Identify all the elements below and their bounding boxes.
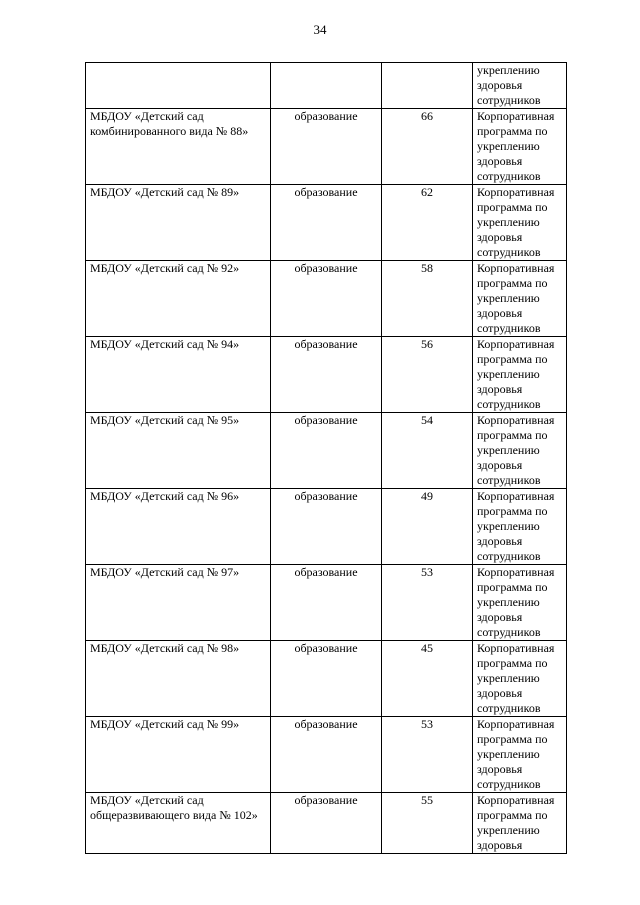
program-line: укреплению (477, 595, 540, 609)
program-line: здоровья (477, 78, 523, 92)
sector: образование (271, 337, 382, 413)
sector: образование (271, 413, 382, 489)
program-line: программа по (477, 276, 548, 290)
program-line: сотрудников (477, 701, 541, 715)
employee-count: 55 (382, 793, 473, 854)
table-row (86, 337, 567, 413)
program-line: сотрудников (477, 549, 541, 563)
program-line: здоровья (477, 458, 523, 472)
table-row (86, 413, 567, 489)
program-cell (473, 717, 567, 793)
program-line: укреплению (477, 823, 540, 837)
page-number: 34 (313, 22, 327, 37)
program-line: укреплению (477, 747, 540, 761)
employee-count: 45 (382, 641, 473, 717)
programs-table (85, 62, 567, 854)
sector: образование (271, 109, 382, 185)
program-line: Корпоративная (477, 717, 555, 731)
program-cell (473, 63, 567, 109)
program-cell (473, 337, 567, 413)
employee-count: 54 (382, 413, 473, 489)
program-line: программа по (477, 732, 548, 746)
program-line: здоровья (477, 154, 523, 168)
program-line: здоровья (477, 230, 523, 244)
table-row (86, 109, 567, 185)
table-row (86, 63, 567, 109)
sector: образование (271, 565, 382, 641)
program-cell (473, 109, 567, 185)
program-cell (473, 565, 567, 641)
employee-count: 66 (382, 109, 473, 185)
sector: образование (271, 185, 382, 261)
program-cell (473, 489, 567, 565)
program-line: здоровья (477, 306, 523, 320)
program-line: программа по (477, 580, 548, 594)
program-line: здоровья (477, 610, 523, 624)
employee-count: 62 (382, 185, 473, 261)
organization-name: МБДОУ «Детский сад № 98» (86, 641, 271, 717)
program-line: укреплению (477, 519, 540, 533)
table-row (86, 717, 567, 793)
table-row (86, 185, 567, 261)
table-row (86, 261, 567, 337)
program-line: здоровья (477, 382, 523, 396)
program-cell (473, 261, 567, 337)
program-line: здоровья (477, 762, 523, 776)
program-line: Корпоративная (477, 109, 555, 123)
program-line: программа по (477, 656, 548, 670)
table-row (86, 793, 567, 854)
sector: образование (271, 793, 382, 854)
program-line: укреплению (477, 63, 540, 77)
program-line: Корпоративная (477, 337, 555, 351)
employee-count: 49 (382, 489, 473, 565)
program-line: сотрудников (477, 245, 541, 259)
organization-name: МБДОУ «Детский сад комбинированного вида № 88» (86, 109, 271, 185)
organization-name: МБДОУ «Детский сад № 99» (86, 717, 271, 793)
program-line: Корпоративная (477, 565, 555, 579)
program-line: здоровья (477, 534, 523, 548)
program-line: сотрудников (477, 321, 541, 335)
organization-name: МБДОУ «Детский сад № 89» (86, 185, 271, 261)
program-line: программа по (477, 352, 548, 366)
organization-cell (86, 63, 271, 109)
program-line: Корпоративная (477, 261, 555, 275)
program-line: укреплению (477, 671, 540, 685)
program-line: программа по (477, 428, 548, 442)
program-line: сотрудников (477, 777, 541, 791)
program-line: программа по (477, 124, 548, 138)
table-row (86, 565, 567, 641)
program-line: программа по (477, 808, 548, 822)
organization-name: МБДОУ «Детский сад № 92» (86, 261, 271, 337)
program-line: укреплению (477, 139, 540, 153)
organization-name: МБДОУ «Детский сад № 95» (86, 413, 271, 489)
program-line: Корпоративная (477, 413, 555, 427)
sector: образование (271, 261, 382, 337)
program-line: Корпоративная (477, 489, 555, 503)
program-line: укреплению (477, 215, 540, 229)
program-line: укреплению (477, 367, 540, 381)
program-line: сотрудников (477, 397, 541, 411)
table-row (86, 641, 567, 717)
sector: образование (271, 641, 382, 717)
program-cell (473, 641, 567, 717)
sector: образование (271, 489, 382, 565)
program-line: программа по (477, 504, 548, 518)
program-line: Корпоративная (477, 641, 555, 655)
sector-cell (271, 63, 382, 109)
sector: образование (271, 717, 382, 793)
organization-name: МБДОУ «Детский сад № 94» (86, 337, 271, 413)
employee-count: 58 (382, 261, 473, 337)
program-cell (473, 413, 567, 489)
program-line: сотрудников (477, 473, 541, 487)
organization-name: МБДОУ «Детский сад общеразвивающего вида № 102» (86, 793, 271, 854)
program-line: укреплению (477, 443, 540, 457)
program-line: сотрудников (477, 625, 541, 639)
program-line: сотрудников (477, 169, 541, 183)
program-line: укреплению (477, 291, 540, 305)
employee-count: 53 (382, 717, 473, 793)
program-line: сотрудников (477, 93, 541, 107)
program-line: Корпоративная (477, 185, 555, 199)
program-line: Корпоративная (477, 793, 555, 807)
organization-name: МБДОУ «Детский сад № 96» (86, 489, 271, 565)
program-cell (473, 793, 567, 854)
program-cell (473, 185, 567, 261)
table-row (86, 489, 567, 565)
employee-count: 56 (382, 337, 473, 413)
program-line: здоровья (477, 838, 523, 852)
employee-count: 53 (382, 565, 473, 641)
program-line: здоровья (477, 686, 523, 700)
count-cell (382, 63, 473, 109)
organization-name: МБДОУ «Детский сад № 97» (86, 565, 271, 641)
program-line: программа по (477, 200, 548, 214)
